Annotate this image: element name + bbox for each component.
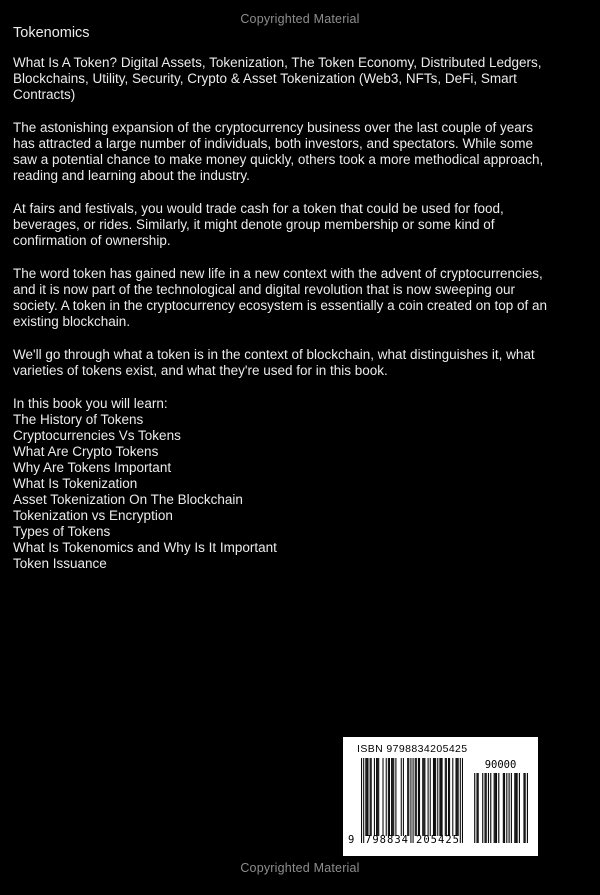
cover-content — [13, 25, 586, 572]
ean5-supplement-barcode — [473, 773, 528, 843]
learn-item-4: Why Are Tokens Important — [13, 460, 172, 475]
learn-item-8: Types of Tokens — [13, 524, 111, 539]
learn-item-10: Token Issuance — [13, 556, 107, 571]
learn-item-3: What Are Crypto Tokens — [13, 444, 159, 459]
paragraph-3: The word token has gained new life in a new context with the advent of cryptocurrencies, and it is now part of the technological and digital revolution that is now sweeping our society. A token in the cryptocurrency ecosystem is essentially a coin created on top of an existing blockchain. — [13, 266, 548, 329]
learn-item-7: Tokenization vs Encryption — [13, 508, 173, 523]
learn-item-9: What Is Tokenomics and Why Is It Important — [13, 540, 277, 555]
learn-item-5: What Is Tokenization — [13, 476, 138, 491]
ean13-digits-right: 205425 — [416, 834, 460, 846]
learn-item-6: Asset Tokenization On The Blockchain — [13, 492, 243, 507]
ean13-digits-left: 798834 — [365, 834, 409, 846]
learn-heading: In this book you will learn: — [13, 396, 168, 411]
learn-section — [13, 396, 586, 572]
learn-item-2: Cryptocurrencies Vs Tokens — [13, 428, 181, 443]
book-subtitle: What Is A Token? Digital Assets, Tokenization, The Token Economy, Distributed Ledgers, Blockchains, Utility, Security, Crypto & Asset Tokenization (Web3, NFTs, DeFi, Smart Contracts) — [13, 55, 542, 102]
copyright-top-text: Copyrighted Material — [240, 12, 360, 26]
book-title: Tokenomics — [13, 25, 90, 41]
isbn-label: ISBN 9798834205425 — [357, 743, 468, 755]
supplement-price-code: 90000 — [484, 759, 517, 771]
copyright-bottom-text: Copyrighted Material — [240, 861, 360, 875]
ean13-digit-lead: 9 — [348, 834, 355, 846]
paragraph-4: We'll go through what a token is in the context of blockchain, what distinguishes it, what varieties of tokens exist, and what they're used for in this book. — [13, 347, 535, 378]
paragraph-2: At fairs and festivals, you would trade cash for a token that could be used for food, beverages, or rides. Similarly, it might denote group membership or some kind of confirmation of ownership. — [13, 201, 504, 248]
barcode-panel — [343, 737, 538, 856]
ean13-barcode — [361, 758, 463, 843]
paragraph-1: The astonishing expansion of the cryptocurrency business over the last couple of years has attracted a large number of individuals, both investors, and spectators. While some saw a potential chance to make money quickly, others took a more methodical approach, reading and learning about the industry. — [13, 120, 544, 183]
learn-item-1: The History of Tokens — [13, 412, 144, 427]
